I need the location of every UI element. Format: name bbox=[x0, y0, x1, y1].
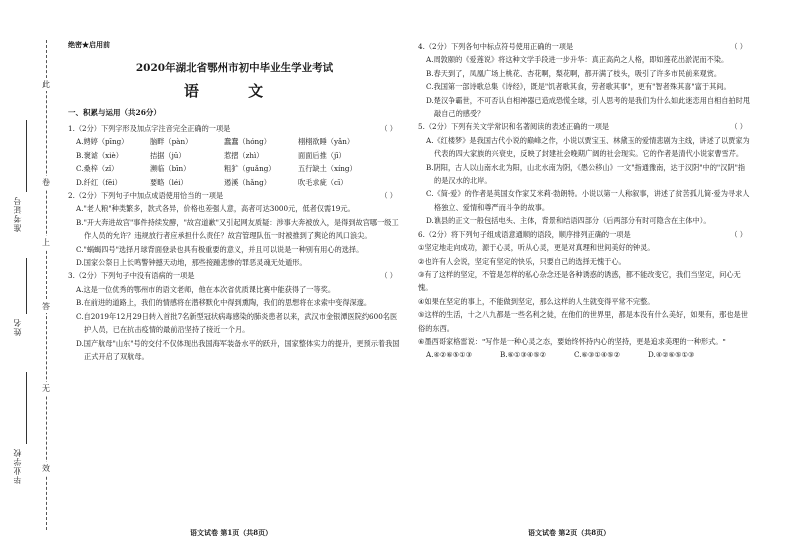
school-line bbox=[26, 372, 27, 444]
question-6 bbox=[418, 228, 751, 362]
question-stem: 6.（2分）将下列句子组成语意通顺的语段，顺序排列正确的一项是 bbox=[418, 229, 631, 239]
option-c: C."蜗蝎四号"选择月球背面登录也具有极重要的意义，并且可以说是一种别有用心的选择。 bbox=[76, 244, 364, 254]
binding-char: 上 bbox=[42, 238, 50, 247]
page-1 bbox=[68, 40, 401, 363]
option-cell: D.纤红（fēi） bbox=[76, 177, 122, 187]
option-cell: 蠢蠢（hóng） bbox=[224, 137, 271, 147]
exam-title: 2020年湖北省鄂州市初中毕业生学业考试 bbox=[135, 62, 334, 74]
exam-number-label: 准考证号 bbox=[13, 196, 22, 232]
option-row bbox=[68, 176, 401, 189]
option-row bbox=[68, 162, 401, 175]
binding-char: 此 bbox=[42, 80, 50, 89]
option-cell: 脑畔（pàn） bbox=[150, 137, 193, 147]
option-d: D.谯县的正文一般包括电头、主体，背景和结语四部分（后两部分有时可隐含在主体中）。 bbox=[426, 216, 711, 226]
option-cell: 粗犷（guǎng） bbox=[224, 164, 276, 174]
question-stem: 5.（2分）下列有关文学常识和名著阅读的表述正确的一项是 bbox=[418, 122, 610, 132]
question-stem: 4.（2分）下列各句中标点符号使用正确的一项是 bbox=[418, 42, 574, 51]
sentence-1: ①坚定地走向成功，源于心灵，听从心灵，更是对真理和世间美好的钟灵。 bbox=[418, 243, 655, 253]
subject-title: 语 文 bbox=[183, 82, 286, 100]
sentence-3: ③有了这样的坚定，不管是怎样的私心杂念还是各种诱惑的诱惑，都不能改变它，我们当坚定，问心无愧。 bbox=[418, 269, 741, 293]
answer-paren: （ ） bbox=[380, 271, 397, 281]
page-footer: 语文试卷 第1页（共8页） bbox=[190, 528, 273, 537]
answer-b: B.⑥①③④⑤② bbox=[500, 350, 547, 360]
option-cell: 濒临（bīn） bbox=[150, 164, 191, 174]
option-cell: 惹摺（zhì） bbox=[224, 150, 264, 160]
option-b: B.春天到了，凤凰广场上桃花、杏花啊，梨花啊，都开满了枝头，吸引了许多市民前来观赏。 bbox=[426, 68, 722, 78]
option-a: A.周敦颐的《爱莲说》将这种文学手段进一步升华：真正高尚之人格，即如莲花出淤泥而不染。 bbox=[426, 55, 729, 65]
option-d: D.国家公祭日上长鸣警钟撼天动地，那些接踵悲惨的罪恶灵魂无处遁形。 bbox=[76, 258, 307, 268]
option-b: B.阴阳，古人以山南水北为阳，山北水南为阴，《愚公移山》一文"指通豫南，达于汉阴"中的"汉阴"指的是汉水的北岸。 bbox=[426, 162, 746, 186]
option-b: B.在前进的道路上，我们的情感将在潜移默化中得到熏陶，我们的思想将在求索中变得深邃。 bbox=[76, 298, 372, 308]
option-row bbox=[68, 135, 401, 148]
answer-paren: （ ） bbox=[380, 191, 397, 201]
answer-options bbox=[418, 348, 751, 361]
sentence-4: ④如果在坚定的事上，不能做到坚定，那么这样的人生就变得平常不完整。 bbox=[418, 296, 655, 306]
answer-paren: （ ） bbox=[380, 124, 397, 133]
question-1 bbox=[68, 122, 401, 189]
question-3 bbox=[68, 269, 401, 363]
option-c: C.我国第一部诗歌总集《诗经》，既是"饥者歌其食，劳者歌其事"，更有"智者殊其喜"富于其间。 bbox=[426, 82, 731, 92]
option-a: A.《红楼梦》是我国古代小说的巅峰之作，小说以贾宝玉、林黛玉的爱情悲剧为主线，讲述了以贾家为代表的四大家族的兴衰史，反映了封建社会晚期广阔的社会现实。它的作者是清代小说家曹雪芹。 bbox=[426, 135, 750, 159]
option-a: A."老人粮"种类繁多，款式各异，价格也差强人意，高者可达3000元，低者仅需19元。 bbox=[76, 204, 355, 214]
question-stem: 3.（2分）下列句子中没有语病的一项是 bbox=[68, 271, 195, 281]
option-c: C.《简·爱》的作者是英国女作家艾米莉·勃朗特。小说以第一人称叙事，讲述了贫苦孤儿简·爱为寻求人格独立、爱情和尊严而斗争的故事。 bbox=[426, 189, 750, 212]
sentence-2: ②也许有人会说，坚定有坚定的快乐，只要自己的选择无愧于心。 bbox=[418, 256, 626, 266]
binding-char: 答 bbox=[42, 302, 50, 311]
sentence-5: ⑤这样的生活，十之八九都是一些名利之徒，在他们的世界里，都是本没有什么美好，如果有，那也是世俗的东西。 bbox=[418, 310, 748, 333]
answer-d: D.④②⑥⑤①③ bbox=[648, 350, 695, 360]
binding-margin bbox=[0, 0, 60, 560]
binding-char: 效 bbox=[42, 464, 50, 473]
option-cell: A.娉婷（pīng） bbox=[76, 137, 129, 147]
answer-paren: （ ） bbox=[730, 122, 747, 132]
page-2 bbox=[418, 40, 751, 362]
exam-number-line bbox=[26, 120, 27, 192]
school-label: 毕业学校 bbox=[13, 448, 22, 484]
name-line bbox=[26, 258, 27, 314]
section-heading: 一、积累与运用（共26分） bbox=[68, 108, 161, 117]
sentence-6: ⑥墨西哥家格雷说："写作是一种心灵之态，要始终怀持内心的坚持，更是追求美理的一种形式。" bbox=[418, 336, 726, 346]
option-cell: 要略（léi） bbox=[150, 177, 188, 187]
option-c: C.自2019年12月29日转入首批7名新型冠状病毒感染的肺炎患者以来，武汉市金银潭医院约600名医护人员，已在抗击疫情的最前沿坚持了接近一个月。 bbox=[76, 311, 398, 335]
option-cell: 拮据（jū） bbox=[150, 150, 186, 160]
option-cell: 五行缺土（xíng） bbox=[298, 164, 357, 174]
question-5 bbox=[418, 120, 751, 227]
option-row bbox=[68, 149, 401, 162]
option-b: B."开大奔进故宫"事件持续发酵，"故宫道歉"又引起网友质疑：涉事大奔被放入，是得到故宫哪一级工作人员的允许？违规放行者应承担什么责任？故宫管理队伍一时被推到了舆论的风口浪尖。 bbox=[76, 217, 399, 241]
option-cell: 面面后推（jī） bbox=[298, 150, 346, 160]
option-cell: 栩栩欲睡（yǎn） bbox=[298, 137, 355, 147]
option-cell: C.桑梓（zǐ） bbox=[76, 164, 119, 174]
answer-c: C.⑥③①④⑤② bbox=[574, 350, 621, 360]
page-footer: 语文试卷 第2页（共8页） bbox=[528, 528, 611, 537]
option-cell: 吹毛求疵（cī） bbox=[298, 177, 348, 187]
option-cell: 遏溪（hǎng） bbox=[224, 177, 271, 187]
secret-mark: 绝密★启用前 bbox=[68, 40, 110, 49]
option-d: D.国产航母"山东"号的交付不仅体现出我国海军装备水平的跃升，国家整体实力的提升，更预示着我国正式开启了双航母。 bbox=[76, 338, 400, 361]
question-stem: 1.（2分）下列字形及加点字注音完全正确的一项是 bbox=[68, 124, 231, 133]
answer-a: A.④②⑥⑤①③ bbox=[426, 350, 473, 360]
binding-char: 无 bbox=[42, 384, 50, 393]
option-a: A.这是一位优秀的鄂州市的语文老师，他在本次省优质课比赛中能获得了一等奖。 bbox=[76, 284, 336, 294]
cut-line bbox=[46, 40, 47, 530]
answer-paren: （ ） bbox=[730, 229, 747, 239]
question-stem: 2.（2分）下列句子中加点成语使用恰当的一项是 bbox=[68, 191, 224, 201]
question-4 bbox=[418, 40, 751, 120]
option-cell: B.褒谑（xiè） bbox=[76, 150, 123, 160]
binding-char: 卷 bbox=[42, 178, 50, 187]
answer-paren: （ ） bbox=[730, 42, 747, 51]
question-2 bbox=[68, 189, 401, 269]
name-label: 姓名 bbox=[13, 318, 22, 336]
option-d: D.楚汉争霸世，不可否认自相神器已造成恐慌全球，引人思考的是我们为什么如此迷恋用自相自拍时甩敲自己的感受？ bbox=[426, 95, 751, 119]
